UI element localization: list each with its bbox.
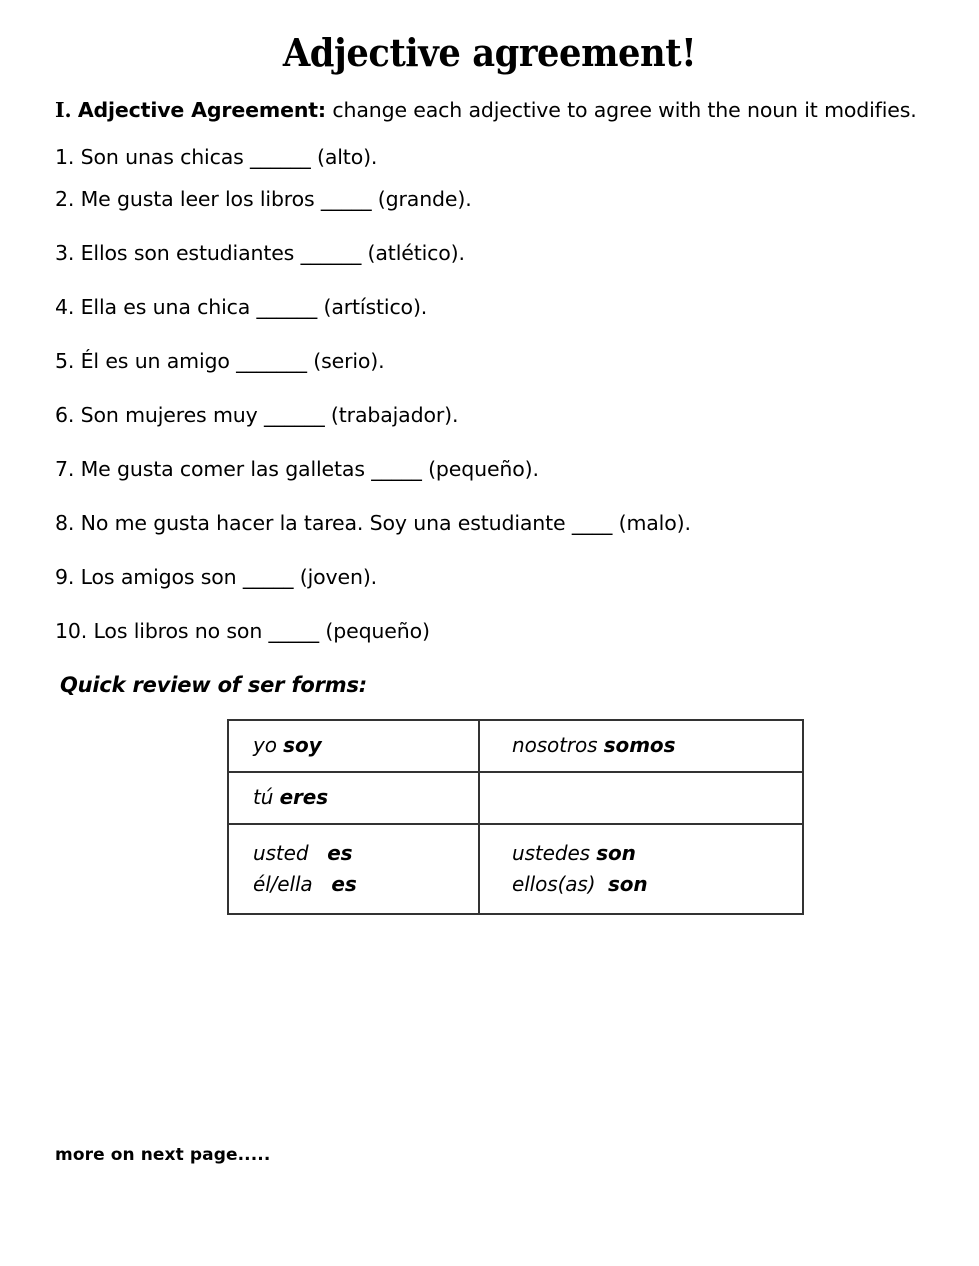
exercise-item-text: Los libros no son _____ (pequeño) bbox=[87, 619, 430, 644]
ser-pronoun: ellos(as) bbox=[512, 871, 608, 896]
page-title: Adjective agreement! bbox=[282, 30, 697, 75]
exercise-item-text: Me gusta comer las galletas _____ (pequeño). bbox=[74, 457, 539, 482]
ser-table-cell-left bbox=[228, 772, 479, 824]
ser-conjugation-entry bbox=[512, 730, 802, 761]
exercise-item bbox=[0, 605, 979, 659]
section-instruction bbox=[0, 72, 979, 123]
exercise-item bbox=[0, 335, 979, 389]
exercise-item-number: 1. bbox=[55, 145, 75, 170]
ser-verb-form: somos bbox=[603, 733, 676, 758]
exercise-item bbox=[0, 123, 979, 173]
ser-table-wrapper bbox=[0, 697, 979, 915]
ser-conjugation-table bbox=[227, 719, 804, 915]
ser-conjugation-entry bbox=[512, 838, 802, 869]
exercise-item-number: 9. bbox=[55, 565, 75, 590]
ser-table-row bbox=[228, 772, 803, 824]
footer-note: more on next page..... bbox=[55, 1145, 271, 1165]
exercise-item-text: No me gusta hacer la tarea. Soy una estudiante ____ (malo). bbox=[74, 511, 691, 536]
ser-table-cell-right bbox=[479, 824, 803, 914]
ser-conjugation-entry bbox=[253, 838, 478, 869]
ser-conjugation-entry bbox=[253, 869, 478, 900]
exercise-item bbox=[0, 551, 979, 605]
review-heading: Quick review of ser forms: bbox=[60, 672, 367, 697]
exercise-item-number: 3. bbox=[55, 241, 75, 266]
exercise-item-number: 2. bbox=[55, 187, 75, 212]
ser-pronoun: usted bbox=[253, 840, 328, 865]
exercise-item-text: Son unas chicas ______ (alto). bbox=[74, 145, 378, 170]
ser-table-row bbox=[228, 824, 803, 914]
ser-verb-form: son bbox=[596, 840, 636, 865]
ser-verb-form: eres bbox=[279, 785, 329, 810]
exercise-item bbox=[0, 389, 979, 443]
ser-pronoun: tú bbox=[253, 785, 280, 810]
ser-pronoun: él/ella bbox=[253, 871, 332, 896]
section-label: Adjective Agreement: bbox=[77, 98, 326, 122]
ser-table-cell-right bbox=[479, 720, 803, 772]
ser-table-cell-left bbox=[228, 824, 479, 914]
exercise-item-text: Los amigos son _____ (joven). bbox=[74, 565, 378, 590]
ser-conjugation-entry bbox=[253, 730, 478, 761]
exercise-item-text: Ellos son estudiantes ______ (atlético). bbox=[74, 241, 465, 266]
exercise-item-number: 8. bbox=[55, 511, 75, 536]
ser-pronoun: ustedes bbox=[512, 840, 597, 865]
ser-conjugation-entry bbox=[253, 782, 478, 813]
exercise-item bbox=[0, 497, 979, 551]
ser-table-cell-left bbox=[228, 720, 479, 772]
section-roman-numeral: I. bbox=[55, 98, 72, 122]
exercise-item-text: Ella es una chica ______ (artístico). bbox=[74, 295, 428, 320]
exercise-item bbox=[0, 443, 979, 497]
exercise-item-number: 10. bbox=[55, 619, 88, 644]
ser-verb-form: es bbox=[327, 840, 353, 865]
ser-table-cell-right bbox=[479, 772, 803, 824]
exercise-item bbox=[0, 227, 979, 281]
exercise-item-number: 4. bbox=[55, 295, 75, 320]
section-instruction-text: change each adjective to agree with the noun it modifies. bbox=[332, 98, 917, 122]
ser-verb-form: es bbox=[331, 871, 357, 896]
exercise-items bbox=[0, 123, 979, 659]
exercise-item-text: Él es un amigo _______ (serio). bbox=[74, 349, 385, 374]
ser-table-row bbox=[228, 720, 803, 772]
ser-pronoun: yo bbox=[253, 733, 284, 758]
ser-conjugation-entry bbox=[512, 869, 802, 900]
exercise-item-number: 5. bbox=[55, 349, 75, 374]
exercise-item bbox=[0, 281, 979, 335]
ser-verb-form: son bbox=[607, 871, 648, 896]
ser-pronoun: nosotros bbox=[512, 733, 604, 758]
exercise-item bbox=[0, 173, 979, 227]
exercise-item-number: 6. bbox=[55, 403, 75, 428]
exercise-item-text: Son mujeres muy ______ (trabajador). bbox=[74, 403, 459, 428]
ser-verb-form: soy bbox=[283, 733, 322, 758]
exercise-item-number: 7. bbox=[55, 457, 75, 482]
exercise-item-text: Me gusta leer los libros _____ (grande). bbox=[74, 187, 472, 212]
